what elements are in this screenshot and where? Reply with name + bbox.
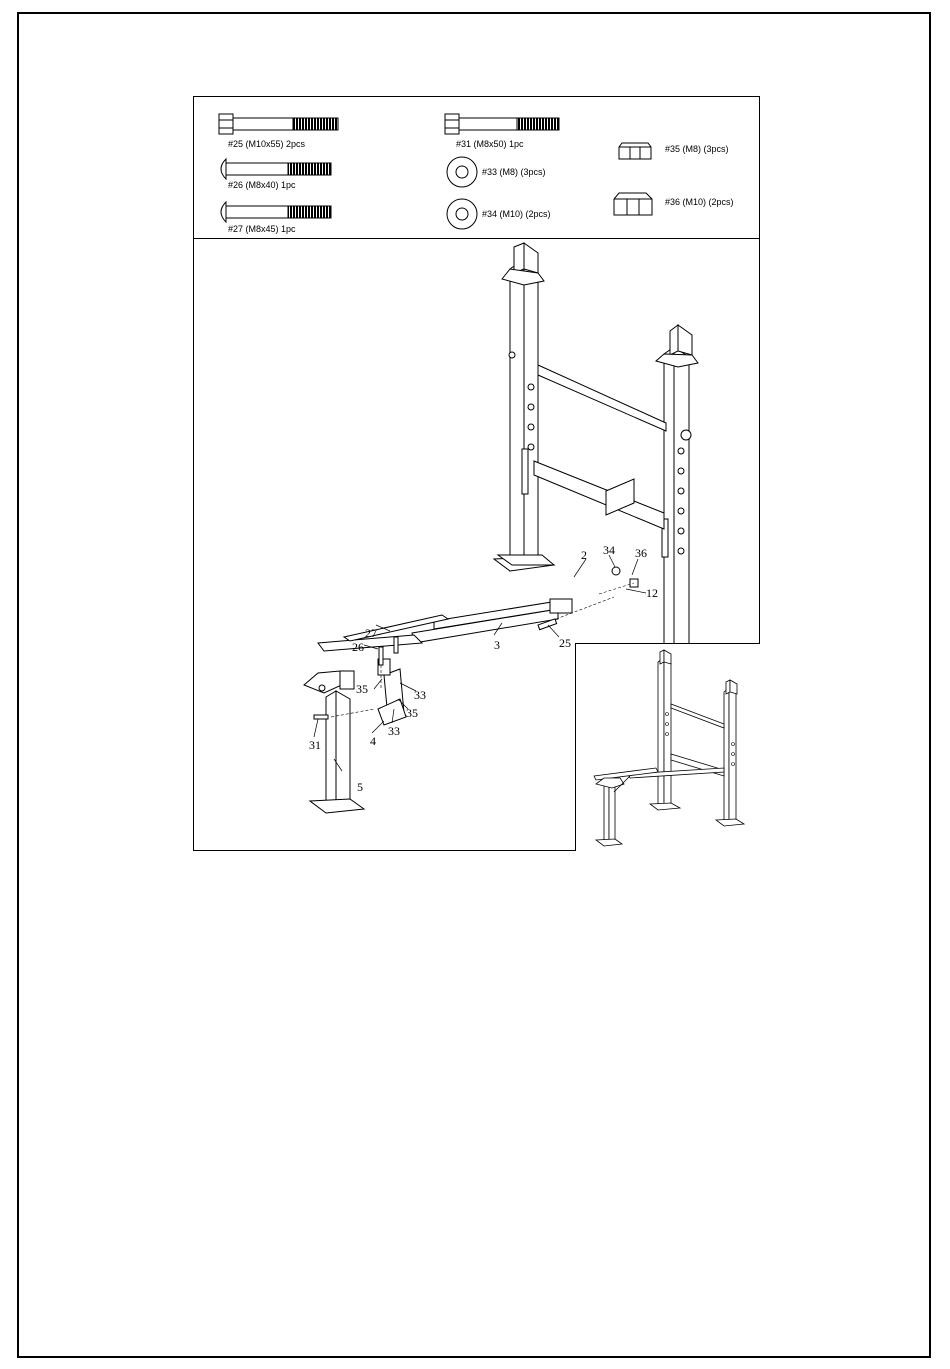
callout-33-upper: 33 <box>414 688 426 702</box>
hw-34-label: #34 (M10) (2pcs) <box>482 209 551 219</box>
callout-35-right: 35 <box>406 706 418 720</box>
washer-34 <box>612 567 620 575</box>
hex-bolt-icon <box>445 114 559 134</box>
callout-26: 26 <box>352 640 364 654</box>
assembled-view-inset <box>575 643 760 851</box>
hex-bolt-icon <box>219 114 338 134</box>
hw-33-label: #33 (M8) (3pcs) <box>482 167 546 177</box>
callout-3: 3 <box>494 638 500 652</box>
hardware-panel <box>194 97 759 239</box>
callout-4: 4 <box>370 734 376 748</box>
carriage-bolt-icon <box>221 202 331 222</box>
callout-12: 12 <box>646 586 658 600</box>
support-bracket <box>378 659 406 725</box>
callout-35-left: 35 <box>356 682 368 696</box>
upper-crossbar <box>538 365 666 431</box>
right-upright-post <box>650 325 706 679</box>
hw-36-label: #36 (M10) (2pcs) <box>665 197 734 207</box>
callout-5: 5 <box>357 780 363 794</box>
hw-31-label: #31 (M8x50) 1pc <box>456 139 524 149</box>
hw-25-label: #25 (M10x55) 2pcs <box>228 139 306 149</box>
bolt-31 <box>314 715 328 719</box>
nut-icon <box>614 193 652 215</box>
left-upright-post <box>494 243 554 571</box>
assembled-view-drawing <box>576 644 760 851</box>
assembly-figure <box>193 96 760 851</box>
callout-33-lower: 33 <box>388 724 400 738</box>
callout-36: 36 <box>635 546 647 560</box>
hw-35-label: #35 (M8) (3pcs) <box>665 144 729 154</box>
lower-crossbar <box>534 461 664 529</box>
hardware-drawings <box>194 97 759 238</box>
nut-icon <box>619 143 651 159</box>
callout-2: 2 <box>581 548 587 562</box>
hw-27-label: #27 (M8x45) 1pc <box>228 224 296 234</box>
carriage-bolt-icon <box>221 159 331 179</box>
callout-27: 27 <box>365 626 377 640</box>
washer-icon <box>447 157 477 187</box>
washer-icon <box>447 199 477 229</box>
callout-25: 25 <box>559 636 571 650</box>
callout-31: 31 <box>309 738 321 752</box>
callout-34: 34 <box>603 543 615 557</box>
hw-26-label: #26 (M8x40) 1pc <box>228 180 296 190</box>
